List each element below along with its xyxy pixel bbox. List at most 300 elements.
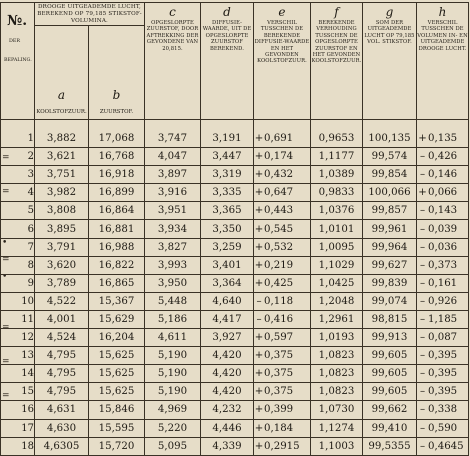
cell-f bbox=[311, 401, 363, 419]
value-f: 1,2048 bbox=[318, 295, 355, 307]
cell-d bbox=[201, 238, 254, 256]
cell-a bbox=[35, 220, 89, 238]
margin-mark: = bbox=[2, 153, 10, 163]
col-a-label: KOOLSTOFZUUR. bbox=[36, 109, 87, 115]
cell-b bbox=[89, 310, 145, 328]
value-c: 5,190 bbox=[157, 350, 188, 362]
value-c: 5,448 bbox=[157, 295, 188, 307]
cell-a bbox=[35, 401, 89, 419]
value-g: 99,074 bbox=[371, 295, 408, 307]
sign-e: + bbox=[254, 205, 264, 217]
table-row bbox=[1, 184, 469, 202]
cell-g bbox=[363, 120, 417, 148]
cell-h bbox=[417, 274, 469, 292]
cell-d bbox=[201, 292, 254, 310]
cell-f bbox=[311, 274, 363, 292]
col-e-letter: e bbox=[278, 5, 286, 19]
cell-a bbox=[35, 329, 89, 347]
cell-a bbox=[35, 310, 89, 328]
value-h: 0,039 bbox=[428, 223, 458, 235]
cell-number bbox=[1, 419, 35, 437]
value-g: 99,857 bbox=[371, 205, 408, 217]
cell-d bbox=[201, 220, 254, 238]
cell-a bbox=[35, 292, 89, 310]
cell-f bbox=[311, 184, 363, 202]
col-a-letter: a bbox=[57, 88, 66, 102]
value-b: 16,822 bbox=[98, 259, 135, 271]
value-c: 3,950 bbox=[157, 277, 188, 289]
value-e: 0,545 bbox=[264, 223, 294, 235]
value-a: 3,751 bbox=[46, 169, 77, 181]
value-f: 1,0095 bbox=[318, 241, 355, 253]
value-b: 16,864 bbox=[98, 205, 135, 217]
table-row bbox=[1, 419, 469, 437]
value-d: 3,335 bbox=[212, 187, 242, 199]
value-h: 0,590 bbox=[428, 422, 458, 434]
value-c: 5,186 bbox=[157, 313, 188, 325]
cell-g bbox=[363, 437, 417, 455]
col-h-label: VERSCHIL TUSSCHEN DE VOLUMEN IN- EN UITGEADEMDE DROOGE LUCHT. bbox=[417, 20, 468, 52]
number-label: №. bbox=[7, 13, 28, 29]
margin-mark: • bbox=[2, 238, 8, 248]
value-e: 0,691 bbox=[264, 133, 294, 145]
value-d: 4,420 bbox=[212, 386, 242, 398]
row-number: 14 bbox=[21, 368, 34, 380]
cell-g bbox=[363, 220, 417, 238]
der-label: DER bbox=[9, 39, 20, 44]
value-d: 3,365 bbox=[212, 205, 242, 217]
cell-h bbox=[417, 148, 469, 166]
cell-d bbox=[201, 329, 254, 347]
value-c: 3,934 bbox=[157, 223, 188, 235]
header-col-a bbox=[35, 26, 89, 120]
value-c: 3,916 bbox=[157, 187, 188, 199]
sign-e: + bbox=[254, 133, 264, 145]
cell-e bbox=[254, 292, 311, 310]
cell-h bbox=[417, 292, 469, 310]
col-c-letter: c bbox=[169, 5, 176, 19]
cell-number bbox=[1, 347, 35, 365]
value-b: 15,846 bbox=[98, 404, 135, 416]
sign-e: + bbox=[254, 241, 264, 253]
cell-g bbox=[363, 365, 417, 383]
cell-b bbox=[89, 419, 145, 437]
value-g: 99,574 bbox=[371, 151, 408, 163]
row-number: 8 bbox=[27, 259, 34, 271]
cell-a bbox=[35, 274, 89, 292]
row-number: 11 bbox=[21, 313, 34, 325]
value-f: 0,9833 bbox=[318, 187, 355, 199]
value-g: 99,913 bbox=[371, 332, 408, 344]
cell-d bbox=[201, 401, 254, 419]
cell-c bbox=[145, 184, 201, 202]
table-row bbox=[1, 256, 469, 274]
cell-f bbox=[311, 202, 363, 220]
col-b-letter: b bbox=[112, 88, 121, 102]
cell-d bbox=[201, 148, 254, 166]
cell-b bbox=[89, 365, 145, 383]
cell-g bbox=[363, 347, 417, 365]
value-h: 0,338 bbox=[428, 404, 458, 416]
sign-h: – bbox=[419, 169, 426, 181]
header-number bbox=[1, 3, 35, 120]
cell-f bbox=[311, 383, 363, 401]
value-g: 99,662 bbox=[371, 404, 408, 416]
table-row bbox=[1, 365, 469, 383]
value-a: 4,524 bbox=[46, 332, 77, 344]
value-e: 0,532 bbox=[264, 241, 294, 253]
sign-h: – bbox=[419, 404, 426, 416]
sign-e: + bbox=[254, 151, 264, 163]
cell-e bbox=[254, 347, 311, 365]
value-a: 4,001 bbox=[46, 313, 77, 325]
cell-number bbox=[1, 310, 35, 328]
row-number: 13 bbox=[21, 350, 34, 362]
cell-b bbox=[89, 166, 145, 184]
cell-number bbox=[1, 238, 35, 256]
cell-d bbox=[201, 256, 254, 274]
cell-g bbox=[363, 383, 417, 401]
value-a: 4,631 bbox=[46, 404, 77, 416]
value-e: 0,375 bbox=[264, 386, 294, 398]
cell-c bbox=[145, 419, 201, 437]
value-e: 0,647 bbox=[264, 187, 294, 199]
cell-c bbox=[145, 383, 201, 401]
cell-c bbox=[145, 310, 201, 328]
value-a: 3,621 bbox=[46, 151, 77, 163]
cell-a bbox=[35, 383, 89, 401]
value-c: 4,047 bbox=[157, 151, 188, 163]
cell-d bbox=[201, 437, 254, 455]
cell-e bbox=[254, 238, 311, 256]
cell-d bbox=[201, 347, 254, 365]
cell-e bbox=[254, 148, 311, 166]
cell-d bbox=[201, 120, 254, 148]
table-row bbox=[1, 274, 469, 292]
value-g: 99,839 bbox=[371, 277, 408, 289]
header-col-g bbox=[363, 3, 417, 120]
cell-number bbox=[1, 166, 35, 184]
cell-f bbox=[311, 419, 363, 437]
value-c: 3,897 bbox=[157, 169, 188, 181]
cell-d bbox=[201, 383, 254, 401]
cell-a bbox=[35, 437, 89, 455]
value-a: 4,795 bbox=[46, 386, 77, 398]
value-h: 0,4645 bbox=[428, 440, 464, 452]
cell-number bbox=[1, 148, 35, 166]
value-g: 99,627 bbox=[371, 259, 408, 271]
group-title: DROOGE UITGEADEMDE LUCHT, BEREKEND OP 79,185 STIKSTOF-VOLUMINA. bbox=[37, 3, 142, 24]
value-d: 3,350 bbox=[212, 223, 242, 235]
cell-f bbox=[311, 220, 363, 238]
cell-d bbox=[201, 365, 254, 383]
sign-h: – bbox=[419, 277, 426, 289]
value-b: 16,204 bbox=[98, 332, 135, 344]
cell-a bbox=[35, 184, 89, 202]
value-g: 100,135 bbox=[368, 133, 411, 145]
sign-e: – bbox=[256, 295, 262, 307]
cell-b bbox=[89, 292, 145, 310]
table-row bbox=[1, 148, 469, 166]
value-d: 4,232 bbox=[212, 404, 242, 416]
sign-h: – bbox=[419, 223, 426, 235]
cell-f bbox=[311, 329, 363, 347]
sign-h: – bbox=[419, 350, 426, 362]
sign-h: + bbox=[418, 133, 427, 145]
cell-d bbox=[201, 274, 254, 292]
value-d: 3,259 bbox=[212, 241, 242, 253]
value-f: 1,0425 bbox=[318, 277, 355, 289]
cell-e bbox=[254, 419, 311, 437]
cell-f bbox=[311, 310, 363, 328]
value-d: 3,191 bbox=[212, 133, 242, 145]
cell-e bbox=[254, 256, 311, 274]
cell-g bbox=[363, 256, 417, 274]
sign-h: – bbox=[419, 422, 426, 434]
value-d: 3,401 bbox=[212, 259, 242, 271]
table-row bbox=[1, 329, 469, 347]
value-d: 4,640 bbox=[212, 295, 242, 307]
cell-b bbox=[89, 383, 145, 401]
margin-mark: = bbox=[2, 255, 10, 265]
value-a: 4,6305 bbox=[43, 440, 80, 452]
data-table bbox=[0, 2, 469, 456]
cell-b bbox=[89, 347, 145, 365]
col-h-letter: h bbox=[438, 5, 447, 19]
value-f: 1,1177 bbox=[318, 151, 355, 163]
row-number: 12 bbox=[21, 332, 34, 344]
value-e: 0,375 bbox=[264, 368, 294, 380]
value-h: 0,135 bbox=[428, 133, 458, 145]
value-a: 3,791 bbox=[46, 241, 77, 253]
cell-number bbox=[1, 120, 35, 148]
table-row bbox=[1, 383, 469, 401]
row-number: 7 bbox=[27, 241, 34, 253]
cell-h bbox=[417, 166, 469, 184]
value-h: 0,146 bbox=[428, 169, 458, 181]
value-c: 5,095 bbox=[157, 440, 188, 452]
cell-number bbox=[1, 437, 35, 455]
cell-a bbox=[35, 238, 89, 256]
margin-mark: • bbox=[2, 272, 8, 282]
sign-h: – bbox=[419, 440, 426, 452]
cell-b bbox=[89, 256, 145, 274]
cell-f bbox=[311, 238, 363, 256]
row-number: 6 bbox=[27, 223, 34, 235]
cell-e bbox=[254, 120, 311, 148]
cell-h bbox=[417, 202, 469, 220]
col-f-letter: f bbox=[334, 5, 339, 19]
value-d: 3,364 bbox=[212, 277, 242, 289]
header-col-f bbox=[311, 3, 363, 120]
value-c: 3,747 bbox=[157, 133, 188, 145]
header-col-h bbox=[417, 3, 469, 120]
cell-c bbox=[145, 120, 201, 148]
sign-e: – bbox=[256, 313, 262, 325]
sign-h: – bbox=[419, 205, 426, 217]
cell-f bbox=[311, 256, 363, 274]
group-header bbox=[35, 3, 145, 26]
cell-number bbox=[1, 292, 35, 310]
value-h: 1,185 bbox=[428, 313, 458, 325]
value-b: 15,367 bbox=[98, 295, 135, 307]
cell-c bbox=[145, 274, 201, 292]
value-g: 100,066 bbox=[368, 187, 411, 199]
cell-number bbox=[1, 383, 35, 401]
value-c: 3,951 bbox=[157, 205, 188, 217]
value-e: 0,219 bbox=[264, 259, 294, 271]
cell-d bbox=[201, 202, 254, 220]
table-row bbox=[1, 310, 469, 328]
value-f: 1,0101 bbox=[318, 223, 355, 235]
value-e: 0,432 bbox=[264, 169, 294, 181]
cell-c bbox=[145, 220, 201, 238]
value-f: 1,0193 bbox=[318, 332, 355, 344]
cell-e bbox=[254, 437, 311, 455]
cell-d bbox=[201, 310, 254, 328]
cell-e bbox=[254, 274, 311, 292]
cell-h bbox=[417, 347, 469, 365]
cell-a bbox=[35, 419, 89, 437]
value-b: 15,625 bbox=[98, 368, 135, 380]
value-c: 4,969 bbox=[157, 404, 188, 416]
value-b: 15,625 bbox=[98, 350, 135, 362]
value-g: 99,605 bbox=[371, 368, 408, 380]
sign-h: – bbox=[419, 295, 426, 307]
value-b: 15,629 bbox=[98, 313, 135, 325]
value-b: 16,988 bbox=[98, 241, 135, 253]
cell-g bbox=[363, 166, 417, 184]
sign-h: – bbox=[419, 332, 426, 344]
cell-e bbox=[254, 184, 311, 202]
value-h: 0,426 bbox=[428, 151, 458, 163]
value-a: 3,882 bbox=[46, 133, 77, 145]
margin-mark: = bbox=[2, 187, 10, 197]
cell-h bbox=[417, 419, 469, 437]
cell-b bbox=[89, 238, 145, 256]
value-d: 4,417 bbox=[212, 313, 242, 325]
cell-h bbox=[417, 220, 469, 238]
cell-b bbox=[89, 329, 145, 347]
cell-a bbox=[35, 202, 89, 220]
value-e: 0,597 bbox=[264, 332, 294, 344]
col-d-letter: d bbox=[223, 5, 231, 19]
value-e: 0,399 bbox=[264, 404, 294, 416]
row-number: 5 bbox=[27, 205, 34, 217]
value-c: 3,993 bbox=[157, 259, 188, 271]
value-b: 16,768 bbox=[98, 151, 135, 163]
table-row bbox=[1, 292, 469, 310]
row-number: 2 bbox=[27, 151, 34, 163]
cell-e bbox=[254, 329, 311, 347]
cell-a bbox=[35, 148, 89, 166]
cell-f bbox=[311, 292, 363, 310]
cell-h bbox=[417, 310, 469, 328]
sign-e: + bbox=[254, 259, 264, 271]
cell-f bbox=[311, 148, 363, 166]
value-a: 3,895 bbox=[46, 223, 77, 235]
sign-e: + bbox=[254, 187, 264, 199]
margin-mark: = bbox=[2, 357, 10, 367]
value-g: 99,410 bbox=[371, 422, 408, 434]
value-f: 1,1274 bbox=[318, 422, 355, 434]
value-g: 99,605 bbox=[371, 350, 408, 362]
cell-a bbox=[35, 120, 89, 148]
cell-b bbox=[89, 220, 145, 238]
sign-e: + bbox=[254, 440, 264, 452]
cell-number bbox=[1, 184, 35, 202]
value-f: 1,0376 bbox=[318, 205, 355, 217]
margin-mark: = bbox=[2, 323, 10, 333]
value-f: 1,0823 bbox=[318, 386, 355, 398]
sign-h: – bbox=[419, 151, 426, 163]
header-col-b bbox=[89, 26, 145, 120]
row-number: 9 bbox=[27, 277, 34, 289]
col-c-label: OPGESLORPTE ZUURSTOF, DOOR AFTREKKING DER GEVONDENE VAN 20,815. bbox=[146, 20, 199, 52]
value-e: 0,2915 bbox=[264, 440, 300, 452]
sign-h: – bbox=[419, 368, 426, 380]
cell-g bbox=[363, 148, 417, 166]
header-col-e bbox=[254, 3, 311, 120]
cell-d bbox=[201, 166, 254, 184]
row-number: 3 bbox=[27, 169, 34, 181]
value-f: 1,0389 bbox=[318, 169, 355, 181]
cell-c bbox=[145, 292, 201, 310]
value-a: 3,620 bbox=[46, 259, 77, 271]
sign-h: – bbox=[419, 386, 426, 398]
value-d: 4,339 bbox=[212, 440, 242, 452]
row-number: 18 bbox=[21, 440, 34, 452]
row-number: 15 bbox=[21, 386, 34, 398]
value-a: 3,982 bbox=[46, 187, 77, 199]
cell-b bbox=[89, 148, 145, 166]
cell-e bbox=[254, 383, 311, 401]
value-b: 16,881 bbox=[98, 223, 135, 235]
cell-h bbox=[417, 120, 469, 148]
table-row bbox=[1, 166, 469, 184]
value-a: 3,808 bbox=[46, 205, 77, 217]
cell-h bbox=[417, 365, 469, 383]
sign-e: + bbox=[254, 422, 264, 434]
cell-a bbox=[35, 166, 89, 184]
value-f: 1,1003 bbox=[318, 440, 355, 452]
col-g-letter: g bbox=[385, 5, 394, 19]
cell-b bbox=[89, 184, 145, 202]
value-f: 0,9653 bbox=[318, 133, 355, 145]
row-number: 10 bbox=[21, 295, 34, 307]
sign-e: + bbox=[254, 350, 264, 362]
value-d: 3,319 bbox=[212, 169, 242, 181]
value-e: 0,375 bbox=[264, 350, 294, 362]
value-d: 4,446 bbox=[212, 422, 242, 434]
margin-mark: = bbox=[2, 391, 10, 401]
value-h: 0,143 bbox=[428, 205, 458, 217]
value-a: 4,522 bbox=[46, 295, 77, 307]
cell-g bbox=[363, 292, 417, 310]
cell-g bbox=[363, 274, 417, 292]
value-b: 15,595 bbox=[98, 422, 135, 434]
cell-e bbox=[254, 365, 311, 383]
row-number: 16 bbox=[21, 404, 34, 416]
row-number: 1 bbox=[27, 133, 34, 145]
sign-h: – bbox=[419, 259, 426, 271]
value-b: 15,720 bbox=[98, 440, 135, 452]
cell-h bbox=[417, 184, 469, 202]
cell-c bbox=[145, 166, 201, 184]
value-d: 4,420 bbox=[212, 350, 242, 362]
cell-f bbox=[311, 437, 363, 455]
value-a: 3,789 bbox=[46, 277, 77, 289]
